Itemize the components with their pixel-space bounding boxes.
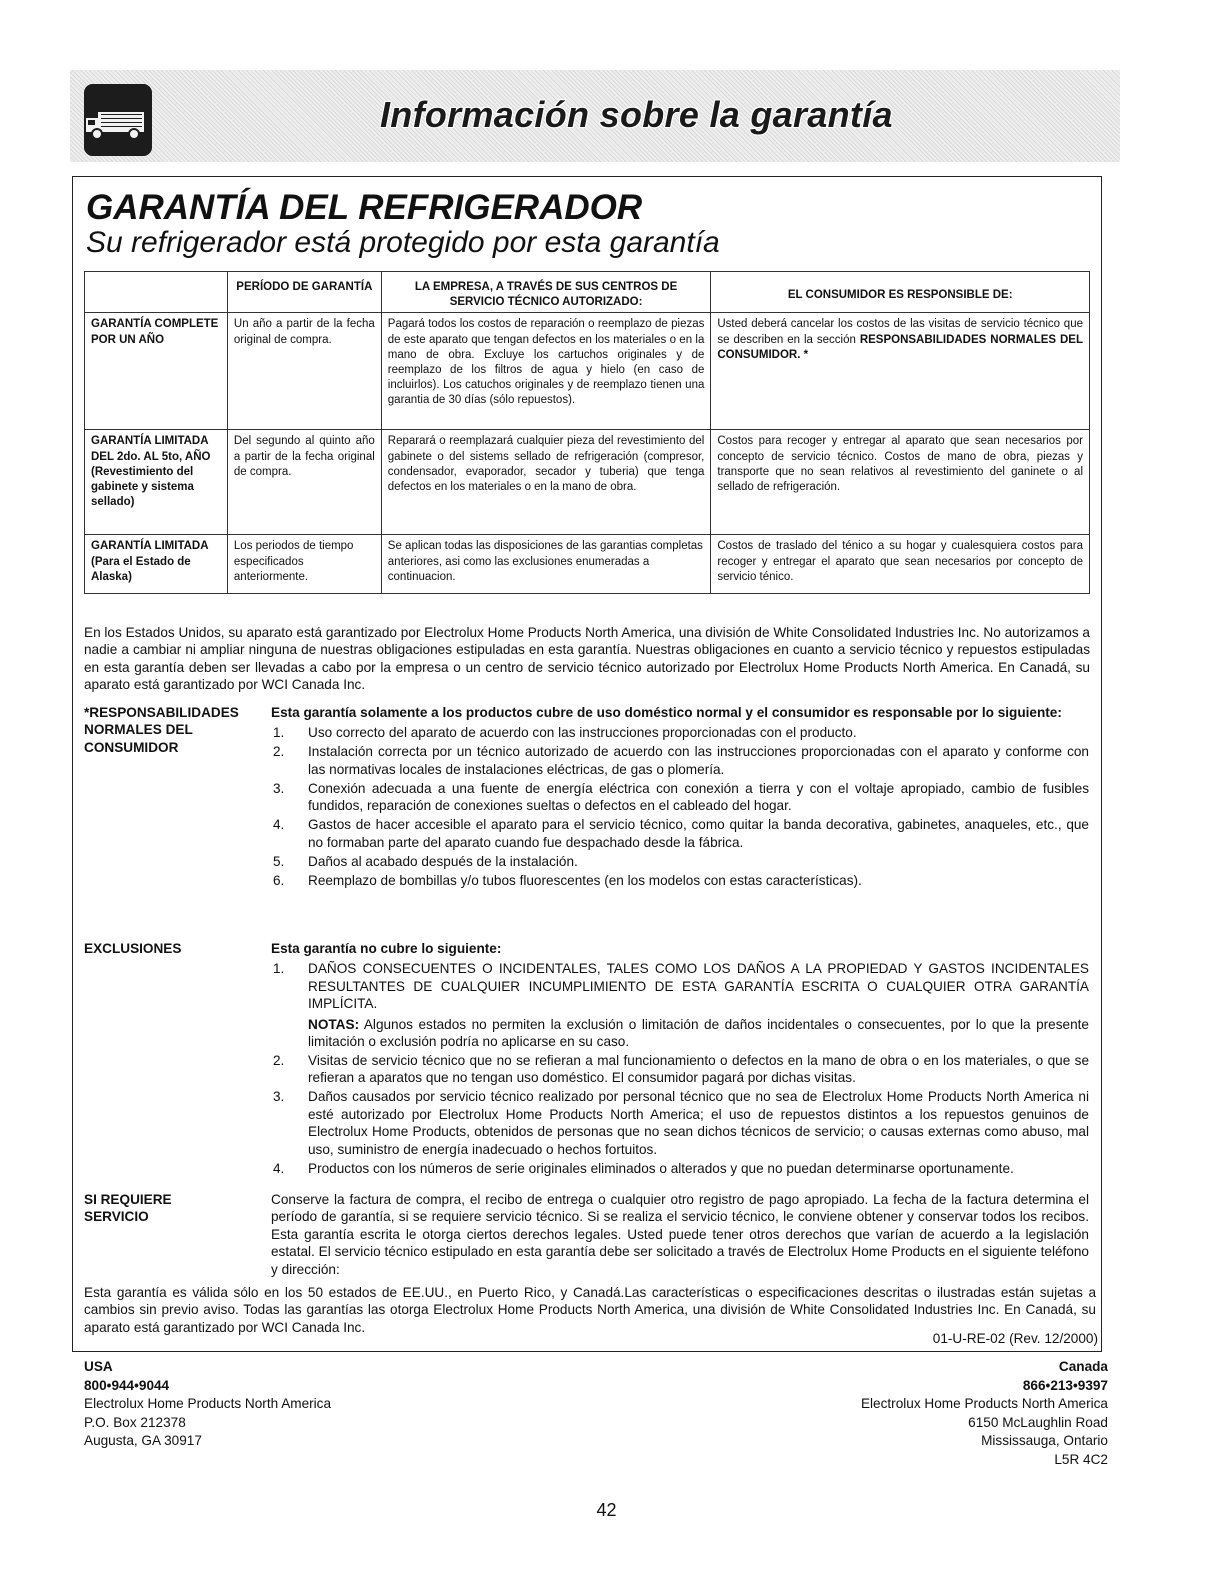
list-item xyxy=(271,724,1089,741)
intro-paragraph: En los Estados Unidos, su aparato está garantizado por Electrolux Home Products North America, una división de White Consolidated Industries Inc. No autorizamos a nadie a cambiar ni ampliar ninguna de nuestras obligaciones estipuladas en esta garantía. Nuestras obligaciones en cuanto a servicio técnico y repuestos estipuladas en esta garantía deben ser llevadas a cabo por la empresa o un centro de servicio técnico autorizado por Electrolux Home Products North America. En Canadá, su aparato está garantizado por WCI Canada Inc. xyxy=(84,625,1090,693)
table-row xyxy=(85,535,1090,594)
responsibilities-label: *RESPONSABILIDADES NORMALES DEL CONSUMIDOR xyxy=(84,705,239,755)
notas-label: NOTAS: xyxy=(308,1016,360,1032)
page-subtitle: Su refrigerador está protegido por esta garantía xyxy=(86,226,720,259)
canada-line1: 6150 McLaughlin Road xyxy=(968,1414,1108,1430)
table-header: LA EMPRESA, A TRAVÉS DE SUS CENTROS DE SERVICIO TÉCNICO AUTORIZADO: xyxy=(381,272,711,313)
warranty-table xyxy=(84,271,1090,594)
table-cell-consumer xyxy=(711,313,1090,430)
table-cell-company: Se aplican todas las disposiciones de las garantias completas anteriores, asi como las exclusiones enumeradas a continuacion. xyxy=(381,535,711,594)
canada-address xyxy=(861,1358,1108,1470)
usa-phone: 800•944•9044 xyxy=(84,1377,170,1393)
list-number: 4. xyxy=(273,817,285,833)
table-header-row xyxy=(85,272,1090,313)
list-number: 3. xyxy=(273,1089,285,1105)
list-text: Reemplazo de bombillas y/o tubos fluorescentes (en los modelos con estas características). xyxy=(308,872,862,888)
table-cell-consumer: Costos de traslado del ténico a su hogar y cualesquiera costos para recoger y entregar el aparato que sean necesarios por concepto de servicio ténico. xyxy=(711,535,1090,594)
list-item xyxy=(271,872,1089,889)
validity-paragraph: Esta garantía es válida sólo en los 50 estados de EE.UU., en Puerto Rico, y Canadá.Las características o especificaciones descritas o ilustradas están sujetas a cambios sin previo aviso. Todas las garantías las otorga Electrolux Home Products North America, una división de White Consolidated Industries Inc. En Canadá, su aparato está garantizado por WCI Canada Inc. xyxy=(84,1285,1096,1335)
consumer-text: Usted deberá cancelar los costos de las visitas de servicio técnico que se describen en la sección xyxy=(717,318,1083,346)
canada-company: Electrolux Home Products North America xyxy=(860,1396,1108,1412)
list-text: Daños causados por servicio técnico realizado por personal técnico que no sea de Electrolux Home Products North America ni esté autorizado por Electrolux Home Products North America; el uso de repuestos distintos a los repuestos genuinos de Electrolux Home Products, obtenidos de personas que no sean dichos técnicos de servicio; o causas externas como abuso, mal uso, suministro de energía inadecuado o hechos fortuitos. xyxy=(308,1089,1089,1157)
table-row xyxy=(85,430,1090,535)
table-cell-company: Reparará o reemplazará cualquier pieza del revestimiento del gabinete o del sistems sellado de refrigeración (compresor, condensador, evaporador, secador y tuberia) que tenga defectos en los materiales o en la mano de obra. xyxy=(381,430,711,535)
truck-icon xyxy=(84,84,152,156)
list-item xyxy=(271,743,1089,778)
canada-country: Canada xyxy=(1058,1359,1108,1374)
table-header xyxy=(85,272,228,313)
table-cell-label: GARANTÍA LIMITADA (Para el Estado de Alaska) xyxy=(85,535,228,594)
list-number: 1. xyxy=(273,725,285,741)
table-header: EL CONSUMIDOR ES RESPONSIBLE DE: xyxy=(711,272,1090,313)
service-label: SI REQUIERE SERVICIO xyxy=(84,1192,172,1225)
list-item xyxy=(271,853,1089,870)
usa-country: USA xyxy=(84,1359,113,1374)
table-cell-period: Del segundo al quinto año a partir de la fecha original de compra. xyxy=(227,430,381,535)
header-title: Información sobre la garantía xyxy=(380,94,893,135)
consumer-text-bold: RESPONSABILIDADES NORMALES DEL CONSUMIDOR. * xyxy=(717,333,1084,361)
list-text: Visitas de servicio técnico que no se refieran a mal funcionamiento o defectos en la mano de obra o en los materiales, o que se refieran a aparatos que no tengan uso doméstico. El consumidor pagará por dichas visitas. xyxy=(308,1053,1089,1086)
list-text: DAÑOS CONSECUENTES O INCIDENTALES, TALES COMO LOS DAÑOS A LA PROPIEDAD Y GASTOS INCIDENTALES RESULTANTES DE CUALQUIER INCUMPLIMIENTO DE ESTA GARANTÍA ESCRITA O CUALQUIER OTRA GARANTÍA IMPLÍCITA. xyxy=(308,961,1089,1012)
list-number: 5. xyxy=(273,853,285,869)
list-number: 2. xyxy=(273,744,285,760)
list-number: 6. xyxy=(273,872,285,888)
responsibilities-intro: Esta garantía solamente a los productos cubre de uso doméstico normal y el consumidor es responsable por lo siguiente: xyxy=(271,705,1062,720)
list-text: Productos con los números de serie originales eliminados o alterados y que no puedan determinarse oportunamente. xyxy=(308,1160,1014,1176)
usa-line2: Augusta, GA 30917 xyxy=(84,1433,202,1449)
list-number: 3. xyxy=(273,780,285,796)
responsibilities-list xyxy=(271,724,1089,889)
list-number: 2. xyxy=(273,1053,285,1069)
table-row xyxy=(85,313,1090,430)
list-item xyxy=(271,1160,1089,1177)
service-text: Conserve la factura de compra, el recibo de entrega o cualquier otro registro de pago apropiado. La fecha de la factura determina el período de garantía, si se requiere servicio técnico. Si se realiza el servicio técnico, le conviene obtener y conservar todos los recibos. Esta garantía escrita le otorga ciertos derechos legales. Usted puede tener otros derechos que varían de acuerdo a la legislación estatal. El servicio técnico estipulado en esta garantía debe ser solicitado a través de Electrolux Home Products en el siguiente teléfono y dirección: xyxy=(271,1192,1089,1277)
table-cell-company: Pagará todos los costos de reparación o reemplazo de piezas de este aparato que tengan defectos en los materiales o en la mano de obra. Excluye los cartuchos originales y de reemplazo de los filtros de agua y hielo (en caso de incluirlos). Los catuchos originales y de reemplazo tienen una garantia de 30 días (sólo repuestos). xyxy=(381,313,711,430)
exclusions-intro: Esta garantía no cubre lo siguiente: xyxy=(271,941,502,956)
list-text: Uso correcto del aparato de acuerdo con las instrucciones proporcionadas con el producto. xyxy=(308,725,857,741)
list-item xyxy=(271,1052,1089,1087)
list-number: 4. xyxy=(273,1160,285,1176)
usa-line1: P.O. Box 212378 xyxy=(84,1414,186,1430)
table-cell-consumer: Costos para recoger y entregar al aparato que sean necesarios por concepto de servicio técnico. Costos de mano de obra, piezas y transporte que no sean relativos al revestimiento del ganinete o al sellado de refrigeración. xyxy=(711,430,1090,535)
list-text: Gastos de hacer accesible el aparato para el servicio técnico, como quitar la banda decorativa, gabinetes, anaqueles, etc., que no formaban parte del aparato cuando fue despachado desde la fábrica. xyxy=(308,817,1089,850)
list-item xyxy=(271,780,1089,815)
canada-line2: Mississauga, Ontario xyxy=(981,1433,1108,1449)
table-cell-label: GARANTÍA COMPLETE POR UN AÑO xyxy=(85,313,228,430)
exclusions-block xyxy=(271,940,1089,1179)
usa-address xyxy=(84,1358,331,1451)
table-cell-label: GARANTÍA LIMITADA DEL 2do. AL 5to, AÑO (Revestimiento del gabinete y sistema sellado) xyxy=(85,430,228,535)
page-number: 42 xyxy=(596,1500,617,1520)
responsibilities-block xyxy=(271,704,1089,891)
list-item xyxy=(271,1088,1089,1158)
canada-line3: L5R 4C2 xyxy=(1054,1451,1108,1467)
canada-phone: 866•213•9397 xyxy=(1022,1377,1108,1393)
notas-text: Algunos estados no permiten la exclusión o limitación de daños incidentales o consecuentes, por lo que la presente limitación o exclusión podría no aplicarse en su caso. xyxy=(308,1016,1089,1050)
revision-code: 01-U-RE-02 (Rev. 12/2000) xyxy=(932,1331,1098,1346)
usa-company: Electrolux Home Products North America xyxy=(84,1396,332,1412)
list-text: Conexión adecuada a una fuente de energía eléctrica con conexión a tierra y con el voltaje apropiado, cambio de fusibles fundidos, reparación de conexiones sueltas o defectos en el cableado del hogar. xyxy=(308,780,1089,814)
table-cell-period: Los periodos de tiempo especificados anteriormente. xyxy=(227,535,381,594)
list-item xyxy=(271,816,1089,851)
list-item xyxy=(271,960,1089,1050)
list-text: Instalación correcta por un técnico autorizado de acuerdo con las instrucciones proporcionadas con el aparato y conforme con las normativas locales de instalaciones eléctricas, de gas o plomería. xyxy=(308,744,1089,777)
exclusions-label: EXCLUSIONES xyxy=(84,941,182,956)
exclusions-list xyxy=(271,960,1089,1177)
table-cell-period: Un año a partir de la fecha original de compra. xyxy=(227,313,381,430)
notas xyxy=(308,1016,1089,1051)
table-header: PERÍODO DE GARANTÍA xyxy=(227,272,381,313)
page-title: GARANTÍA DEL REFRIGERADOR xyxy=(86,188,643,227)
list-number: 1. xyxy=(273,961,285,977)
list-text: Daños al acabado después de la instalación. xyxy=(308,853,578,869)
